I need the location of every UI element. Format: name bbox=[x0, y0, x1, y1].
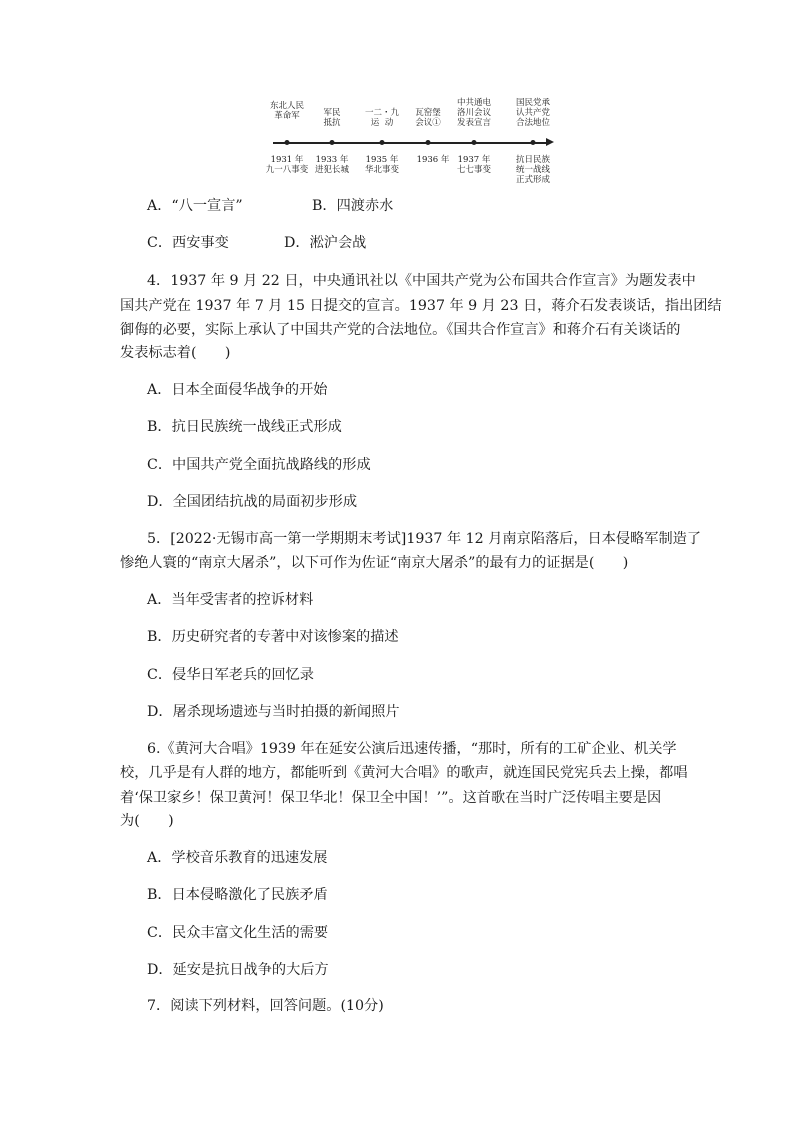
timeline-arrow bbox=[546, 138, 554, 146]
q3-option-b: B．四渡赤水 bbox=[312, 198, 394, 214]
q4-stem-line: 御侮的必要，实际上承认了中国共产党的合法地位。《国共合作宣言》和蒋介石有关谈话的 bbox=[120, 322, 681, 338]
timeline-year-label: 1933 年 进犯长城 bbox=[314, 155, 350, 175]
timeline-figure bbox=[255, 96, 565, 185]
timeline-axis bbox=[273, 142, 547, 144]
timeline-year-label: 1935 年 华北事变 bbox=[364, 155, 400, 175]
q5-option-a: A．当年受害者的控诉材料 bbox=[147, 592, 314, 608]
q4-option-a: A．日本全面侵华战争的开始 bbox=[147, 382, 328, 398]
q4-option-c: C．中国共产党全面抗战路线的形成 bbox=[147, 457, 371, 473]
q5-stem-line: 惨绝人寰的“南京大屠杀”，以下可作为佐证“南京大屠杀”的最有力的证据是( ) bbox=[120, 555, 629, 571]
timeline-event-label: 一二・九 运 动 bbox=[364, 108, 400, 128]
q4-option-b: B．抗日民族统一战线正式形成 bbox=[147, 419, 342, 435]
timeline-event-label: 国民党承 认共产党 合法地位 bbox=[515, 98, 551, 128]
q5-option-b: B．历史研究者的专著中对该惨案的描述 bbox=[147, 629, 399, 645]
timeline-dot bbox=[472, 140, 477, 145]
timeline-year-label: 1931 年 九一八事变 bbox=[265, 155, 309, 175]
timeline-event-label: 军民 抵抗 bbox=[323, 108, 341, 128]
q6-option-c: C．民众丰富文化生活的需要 bbox=[147, 925, 329, 941]
q5-stem-line: 5．[2022·无锡市高一第一学期期末考试]1937 年 12 月南京陷落后，日本侵略军制造了 bbox=[147, 531, 702, 547]
timeline-dot bbox=[531, 140, 536, 145]
q4-option-d: D．全国团结抗战的局面初步形成 bbox=[147, 494, 358, 510]
q4-stem-line: 4．1937 年 9 月 22 日，中央通讯社以《中国共产党为公布国共合作宣言》为题发表中 bbox=[147, 273, 696, 289]
q6-option-b: B．日本侵略激化了民族矛盾 bbox=[147, 887, 328, 903]
q5-option-c: C．侵华日军老兵的回忆录 bbox=[147, 667, 314, 683]
q7-stem-line: 7．阅读下列材料，回答问题。(10分) bbox=[147, 998, 384, 1014]
q5-option-d: D．屠杀现场遗迹与当时拍摄的新闻照片 bbox=[147, 704, 400, 720]
timeline-dot bbox=[285, 140, 290, 145]
q6-stem-line: 着‘保卫家乡！保卫黄河！保卫华北！保卫全中国！’”。这首歌在当时广泛传唱主要是因 bbox=[120, 790, 662, 806]
q3-option-c: C．西安事变 bbox=[147, 235, 229, 251]
q6-stem-line: 6.《黄河大合唱》1939 年在延安公演后迅速传播，“那时，所有的工矿企业、机关学 bbox=[147, 741, 677, 757]
timeline-year-label: 1936 年 bbox=[416, 155, 450, 165]
timeline-dot bbox=[330, 140, 335, 145]
timeline-year-label: 1937 年 七七事变 bbox=[456, 155, 492, 175]
timeline-event-label: 瓦窑堡 会议① bbox=[415, 108, 441, 128]
timeline-dot bbox=[426, 140, 431, 145]
timeline-event-label: 中共通电 洛川会议 发表宣言 bbox=[456, 98, 492, 128]
timeline-dot bbox=[380, 140, 385, 145]
timeline-year-label: 抗日民族 统一战线 正式形成 bbox=[515, 155, 551, 185]
q3-option-a: A．“八一宣言” bbox=[147, 198, 243, 214]
q6-option-d: D．延安是抗日战争的大后方 bbox=[147, 962, 329, 978]
q4-stem-line: 发表标志着( ) bbox=[120, 345, 231, 361]
q4-stem-line: 国共产党在 1937 年 7 月 15 日提交的宣言。1937 年 9 月 23 日，蒋介石发表谈话，指出团结 bbox=[120, 298, 722, 314]
q6-option-a: A．学校音乐教育的迅速发展 bbox=[147, 850, 328, 866]
q6-stem-line: 为( ) bbox=[120, 813, 174, 829]
timeline-event-label: 东北人民 革命军 bbox=[269, 101, 305, 121]
q6-stem-line: 校，几乎是有人群的地方，都能听到《黄河大合唱》的歌声，就连国民党宪兵去上操，都唱 bbox=[120, 765, 688, 781]
q3-option-d: D．淞沪会战 bbox=[284, 235, 367, 251]
